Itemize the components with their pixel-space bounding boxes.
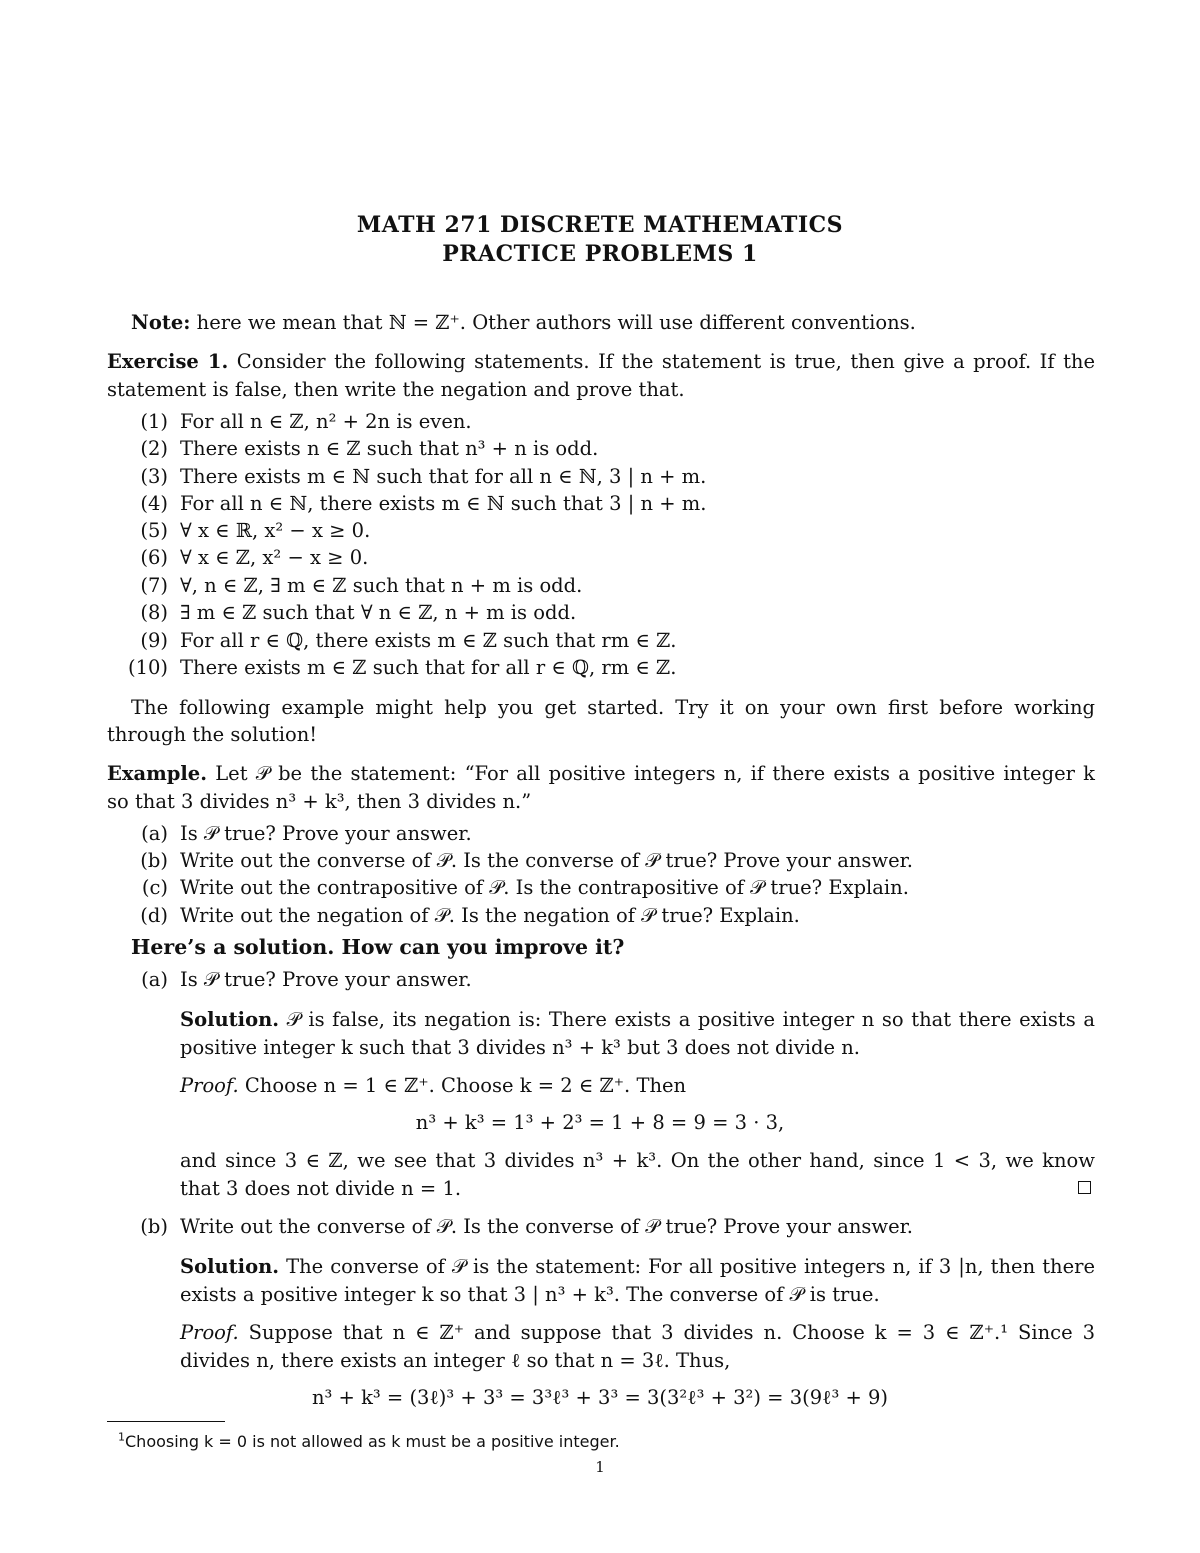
example-part-number: (b) [140, 849, 168, 872]
example-part: Write out the contrapositive of 𝒫. Is the contrapositive of 𝒫 true? Explain. [180, 876, 909, 899]
exercise-item-number: (2) [140, 437, 168, 460]
footnote-rule [107, 1421, 225, 1422]
example-part-number: (a) [141, 822, 168, 845]
part-b-solution-line2: exists a positive integer k so that 3 | n³ + k³. The converse of 𝒫 is true. [180, 1283, 880, 1306]
example-line1: Example. Let 𝒫 be the statement: “For all positive integers n, if there exists a positive integer k [107, 762, 1095, 785]
part-a-number: (a) [141, 968, 168, 991]
note [131, 313, 916, 333]
exercise-item-number: (1) [140, 410, 168, 433]
exercise-item-number: (7) [140, 574, 168, 597]
part-a-solution-line2: positive integer k such that 3 divides n³ + k³ but 3 does not divide n. [180, 1036, 861, 1059]
footnote-text: Choosing k = 0 is not allowed as k must be a positive integer. [125, 1432, 620, 1451]
qed-square-icon [1078, 1181, 1091, 1194]
exercise-item-number: (3) [140, 465, 168, 488]
part-b-question: Write out the converse of 𝒫. Is the converse of 𝒫 true? Prove your answer. [180, 1215, 914, 1238]
exercise-item: ∀, n ∈ ℤ, ∃ m ∈ ℤ such that n + m is odd. [180, 574, 583, 597]
part-a-solution-line1: Solution. 𝒫 is false, its negation is: There exists a positive integer n so that there exists a [180, 1008, 1095, 1031]
note-text: here we mean that ℕ = ℤ⁺. Other authors will use different conventions. [196, 311, 916, 334]
exercise-item: ∀ x ∈ ℝ, x² − x ≥ 0. [180, 519, 371, 542]
page-number: 1 [595, 1458, 605, 1476]
solution-heading: Here’s a solution. How can you improve it? [131, 935, 625, 959]
part-a-after-line1: and since 3 ∈ ℤ, we see that 3 divides n³ + k³. On the other hand, since 1 < 3, we know [180, 1149, 1095, 1172]
exercise-item: ∃ m ∈ ℤ such that ∀ n ∈ ℤ, n + m is odd. [180, 601, 577, 624]
exercise-item: For all n ∈ ℤ, n² + 2n is even. [180, 410, 472, 433]
exercise-item: There exists n ∈ ℤ such that n³ + n is odd. [180, 437, 599, 460]
example-part: Is 𝒫 true? Prove your answer. [180, 822, 472, 845]
exercise-item-number: (8) [140, 601, 168, 624]
exercise-intro-line1: Exercise 1. Consider the following statements. If the statement is true, then give a proof. If the [107, 350, 1096, 373]
part-a-proof-line1: Proof. Choose n = 1 ∈ ℤ⁺. Choose k = 2 ∈ ℤ⁺. Then [180, 1074, 687, 1097]
proof-label: Proof. [180, 1074, 239, 1097]
part-b-equation: n³ + k³ = (3ℓ)³ + 3³ = 3³ℓ³ + 3³ = 3(3²ℓ³ + 3²) = 3(9ℓ³ + 9) [311, 1386, 889, 1409]
exercise-label: Exercise 1. [107, 350, 229, 373]
lead-line1: The following example might help you get started. Try it on your own first before working [131, 696, 1095, 719]
example-line2: so that 3 divides n³ + k³, then 3 divides n.” [107, 790, 532, 813]
exercise-item-number: (6) [140, 546, 168, 569]
exercise-item: ∀ x ∈ ℤ, x² − x ≥ 0. [180, 546, 369, 569]
document-title-line1: MATH 271 DISCRETE MATHEMATICS [356, 212, 844, 238]
part-b-proof-line1: Proof. Suppose that n ∈ ℤ⁺ and suppose that 3 divides n. Choose k = 3 ∈ ℤ⁺.¹ Since 3 [180, 1321, 1095, 1344]
example-part-number: (d) [140, 904, 168, 927]
lead-line2: through the solution! [107, 723, 318, 746]
exercise-item: There exists m ∈ ℕ such that for all n ∈ ℕ, 3 | n + m. [180, 465, 707, 488]
part-a-equation: n³ + k³ = 1³ + 2³ = 1 + 8 = 9 = 3 · 3, [415, 1111, 785, 1134]
part-b-proof-line2: divides n, there exists an integer ℓ so that n = 3ℓ. Thus, [180, 1349, 731, 1372]
example-part: Write out the negation of 𝒫. Is the negation of 𝒫 true? Explain. [180, 904, 800, 927]
exercise-item: For all r ∈ ℚ, there exists m ∈ ℤ such that rm ∈ ℤ. [180, 629, 677, 652]
part-b-solution-line1: Solution. The converse of 𝒫 is the statement: For all positive integers n, if 3 |n, then there [180, 1255, 1095, 1278]
footnote-mark: 1 [118, 1430, 125, 1444]
solution-label: Solution. [180, 1255, 280, 1278]
exercise-item: There exists m ∈ ℤ such that for all r ∈ ℚ, rm ∈ ℤ. [180, 656, 677, 679]
part-b-number: (b) [140, 1215, 168, 1238]
exercise-item-number: (9) [140, 629, 168, 652]
document-title-line2: PRACTICE PROBLEMS 1 [442, 241, 758, 267]
exercise-item-number: (4) [140, 492, 168, 515]
exercise-item-number: (5) [140, 519, 168, 542]
note-label: Note: [131, 311, 191, 334]
exercise-item: For all n ∈ ℕ, there exists m ∈ ℕ such that 3 | n + m. [180, 492, 707, 515]
example-label: Example. [107, 762, 207, 785]
part-a-question: Is 𝒫 true? Prove your answer. [180, 968, 472, 991]
proof-label: Proof. [180, 1321, 239, 1344]
exercise-intro-line2: statement is false, then write the negation and prove that. [107, 378, 685, 401]
example-part: Write out the converse of 𝒫. Is the converse of 𝒫 true? Prove your answer. [180, 849, 914, 872]
footnote [118, 1432, 620, 1451]
exercise-item-number: (10) [127, 656, 168, 679]
example-part-number: (c) [141, 876, 168, 899]
solution-label: Solution. [180, 1008, 280, 1031]
part-a-after-line2: that 3 does not divide n = 1. [180, 1177, 462, 1200]
